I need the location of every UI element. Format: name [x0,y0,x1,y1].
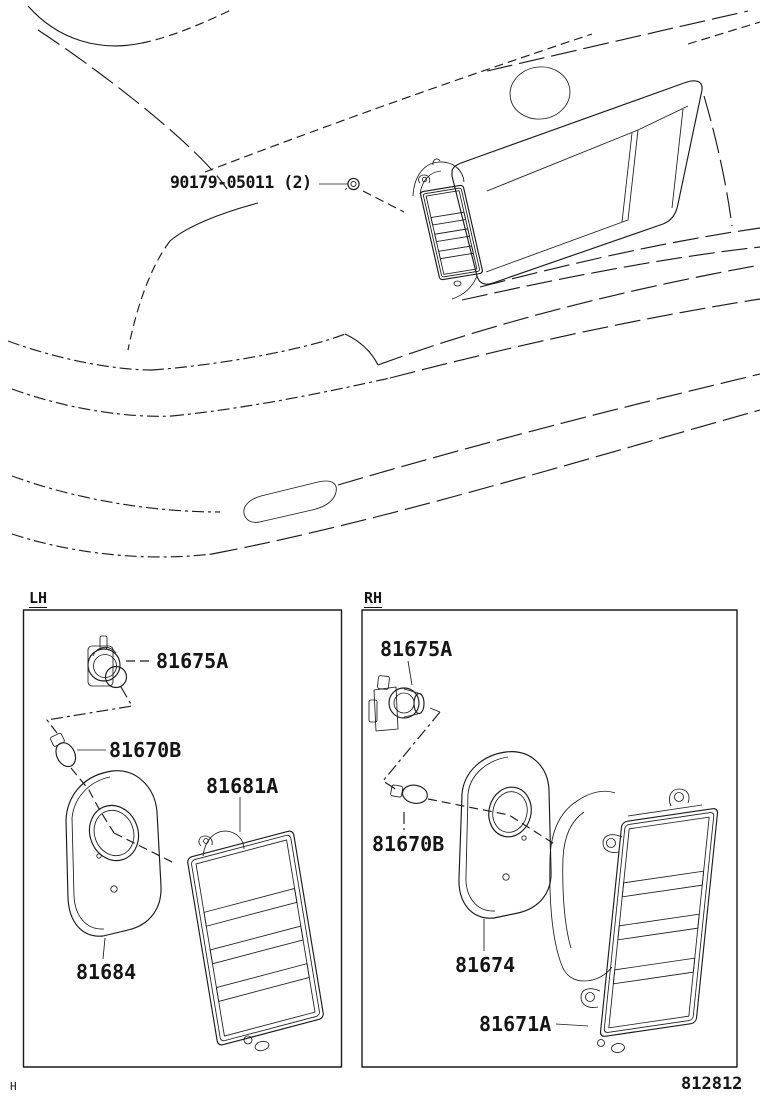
trunk-emblem [507,63,574,123]
lh-lens-81681A [187,830,324,1052]
lh-part-label-bulb: 81670B [109,738,182,762]
rh-box-title: RH [364,589,383,607]
rh-lens-81671A [581,789,718,1053]
lh-part-label-gasket: 81684 [76,960,137,984]
license-lamp-installed [363,159,483,286]
rh-part-label-gasket: 81674 [455,953,516,977]
rh-part-label-bulb: 81670B [372,832,445,856]
sheet-mark: H [10,1080,17,1093]
rh-parts [369,661,718,1053]
bumper-reflector [244,481,336,522]
lh-detail-box [24,610,342,1067]
lh-gasket-81684 [66,771,161,936]
rh-socket-81675A [369,676,424,731]
mount-nut [319,178,359,190]
lh-bulb-81670B [48,731,79,770]
lh-part-label-lens: 81681A [206,774,279,798]
rh-gasket-81674 [459,752,551,918]
rh-bulb-81670B [390,781,429,805]
car-body-lines [8,6,760,557]
lh-part-label-socket: 81675A [156,649,229,673]
lh-parts [47,636,324,1052]
lh-box-title: LH [29,589,48,607]
rh-part-label-lens: 81671A [479,1012,552,1036]
figure-code: 812812 [681,1074,743,1094]
part-callout-nut: 90179-05011 (2) [170,173,312,192]
lh-socket-81675A [88,636,127,688]
rh-part-label-socket: 81675A [380,637,453,661]
rh-lamp-housing [550,791,615,981]
